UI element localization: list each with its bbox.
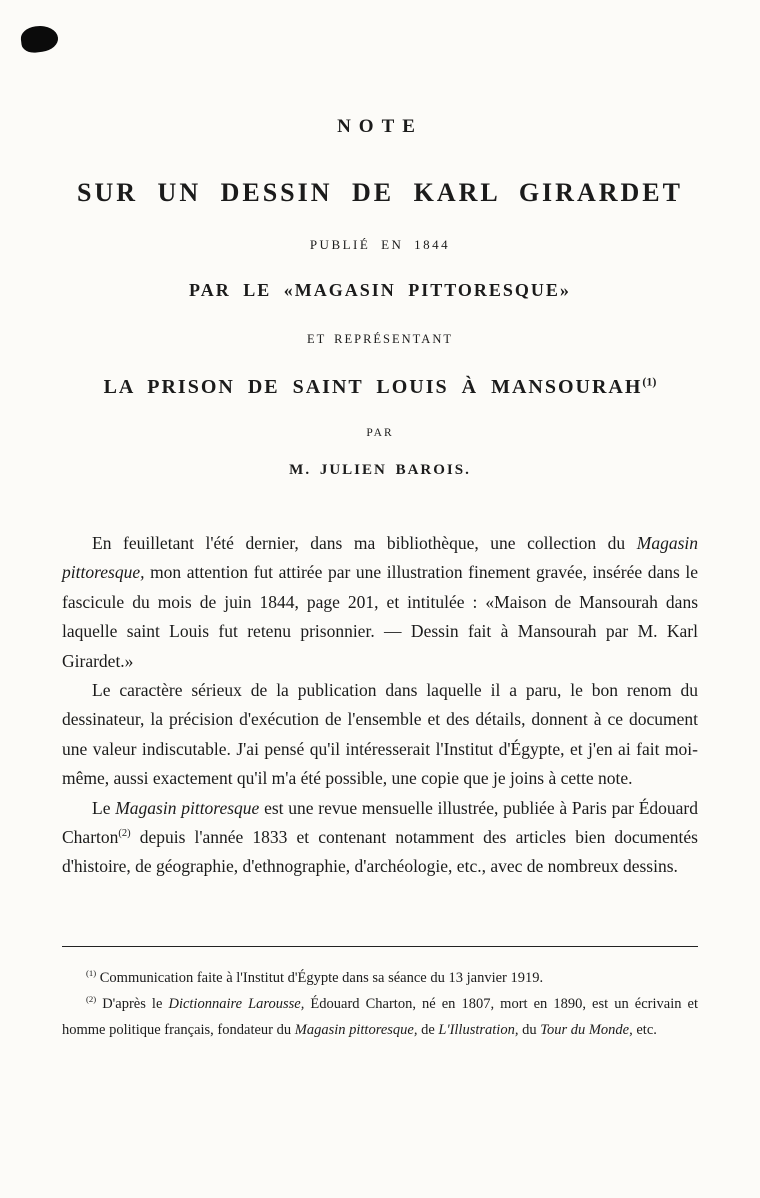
paragraph-3: Le Magasin pittoresque est une revue mensuelle illustrée, publiée à Paris par Édouard Charton$^{(2)}$ depuis l'année 1833 et contenant notamment des articles bien documentés d'histoire, de géographie, d'ethnographie, d'archéologie, etc., avec de nombreux dessins. xyxy=(62,797,698,877)
footnote-2: $^{(2)}$ D'après le Dictionnaire Larousse, Édouard Charton, né en 1807, mort en 1890, est un écrivain et homme politique français, fondateur du Magasin pittoresque, de L'Illustration, du Tour du Monde, etc. xyxy=(62,994,698,1038)
paragraph-1: En feuilletant l'été dernier, dans ma bibliothèque, une collection du Magasin pittoresque, mon attention fut attirée par une illustration finement gravée, insérée dans le fascicule du mois de juin 1844, page 201, et intitulée : «Maison de Mansourah dans laquelle saint Louis fut retenu prisonnier. — Dessin fait à Mansourah par M. Karl Girardet.» xyxy=(62,533,698,671)
footnote-1: $^{(1)}$ Communication faite à l'Institut d'Égypte dans sa séance du 13 janvier 1919. xyxy=(86,968,544,986)
title-published: PUBLIÉ EN 1844 xyxy=(309,237,451,252)
title-publisher: PAR LE «MAGASIN PITTORESQUE» xyxy=(189,280,571,300)
article-body xyxy=(62,529,698,882)
title-representing: ET REPRÉSENTANT xyxy=(306,332,453,346)
title-note: NOTE xyxy=(337,116,423,137)
title-author: M. JULIEN BAROIS. xyxy=(289,462,471,478)
title-subject: SUR UN DESSIN DE KARL GIRARDET xyxy=(77,178,683,207)
title-main: LA PRISON DE SAINT LOUIS À MANSOURAH$^{(1)}$ xyxy=(103,374,657,398)
paragraph-2: Le caractère sérieux de la publication dans laquelle il a paru, le bon renom du dessinateur, la précision d'exécution de l'ensemble et des détails, donnent à ce document une valeur indiscutable. J'ai pensé qu'il intéresserait l'Institut d'Égypte, et j'en ai fait moi-même, aussi exactement qu'il m'a été possible, une copie que je joins à cette note. xyxy=(62,680,698,789)
title-par: PAR xyxy=(366,427,394,439)
footnote-divider xyxy=(62,946,698,947)
footnotes-section xyxy=(62,946,698,1043)
title-block xyxy=(0,0,760,479)
